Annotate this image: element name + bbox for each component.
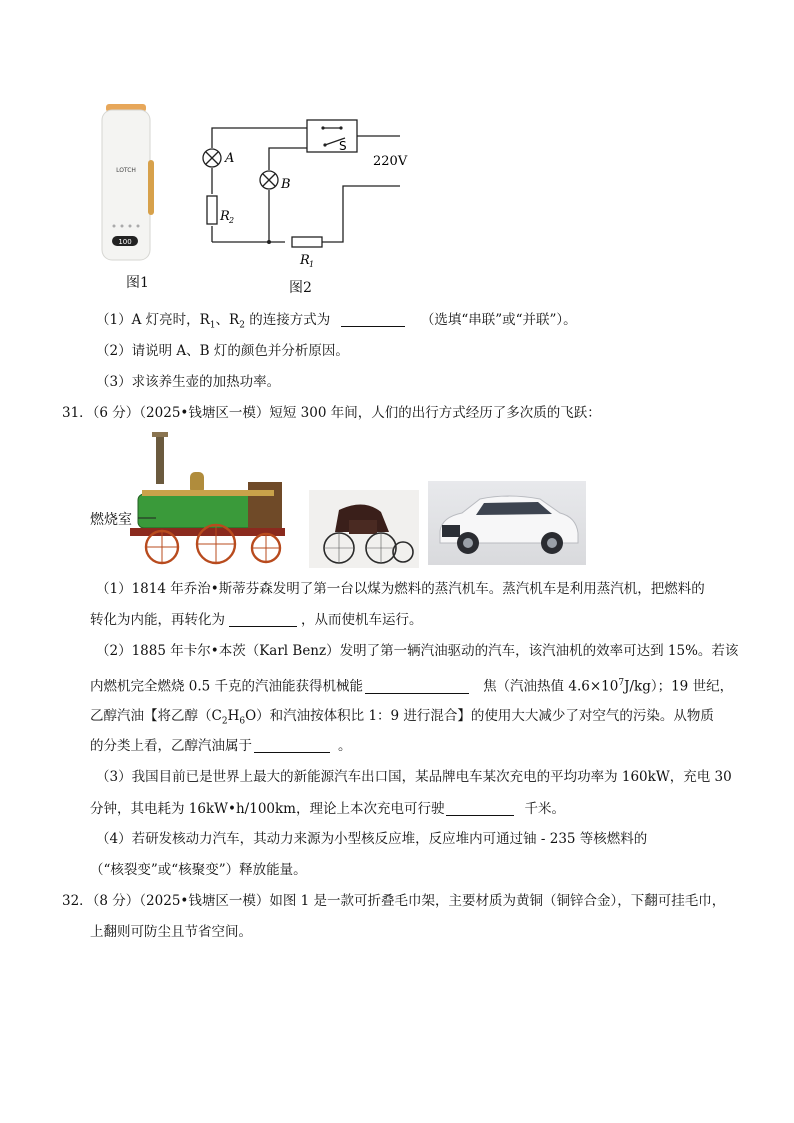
steam-locomotive-image xyxy=(90,432,290,567)
q31-part4-line1: （4）若研发核动力汽车，其动力来源为小型核反应堆，反应堆内可通过铀 - 235 等核燃料的 xyxy=(96,831,648,847)
q31-p3-text-b: 千米。 xyxy=(524,801,565,817)
q30-p1-text-b: 、R xyxy=(215,312,240,328)
modern-ev-image xyxy=(428,481,586,565)
switch-label: S xyxy=(339,139,347,153)
q30-p1-sub1: 1 xyxy=(209,320,216,331)
q31-stem: 31．（6 分）（2025•钱塘区一模）短短 300 年间，人们的出行方式经历了多次质的飞跃： xyxy=(62,405,601,421)
q31-p2-line3-a: 乙醇汽油【将乙醇（C xyxy=(90,708,222,724)
q31-p2-line3-sub1: 2 xyxy=(221,716,228,727)
figure-2-circuit xyxy=(195,112,420,272)
q31-p1-text-a: 转化为内能，再转化为 xyxy=(90,612,225,628)
answer-blank[interactable] xyxy=(254,738,330,753)
q31-part2-line1: （2）1885 年卡尔•本茨（Karl Benz）发明了第一辆汽油驱动的汽车，该汽油机的效率可达到 15%。若该 xyxy=(96,643,739,659)
q30-p1-text-d: （选填“串联”或“并联”）。 xyxy=(420,312,577,328)
kettle-brand: LOTCH xyxy=(116,167,136,174)
q31-part1-line1: （1）1814 年乔治•斯蒂芬森发明了第一台以煤为燃料的蒸汽机车。蒸汽机车是利用蒸汽机，把燃料的 xyxy=(96,581,705,597)
kettle-image xyxy=(92,100,172,270)
voltage-label: 220V xyxy=(373,154,408,169)
resistor-2-sub: 2 xyxy=(229,216,235,225)
q31-p2-line4-a: 的分类上看，乙醇汽油属于 xyxy=(90,738,252,754)
lamp-b-label: B xyxy=(281,177,291,192)
q31-p2-line3-b: H xyxy=(227,708,240,724)
figure-2-caption: 图2 xyxy=(289,280,312,296)
q31-p2-line3-sub2: 6 xyxy=(239,716,246,727)
q31-part2-line4 xyxy=(90,736,352,756)
junction-dot xyxy=(267,240,271,244)
q31-p1-text-b: ，从而使机车运行。 xyxy=(301,612,423,628)
figure-1-kettle xyxy=(92,100,172,270)
kettle-display-value: 100 xyxy=(118,238,132,246)
q31-part3-line2 xyxy=(90,799,565,819)
q31-p2-text-b: 焦（汽油热值 4.6×10 xyxy=(483,678,619,695)
q31-p2-line3-c: O）和汽油按体积比 1：9 进行混合】的使用大大减少了对空气的污染。从物质 xyxy=(245,708,714,724)
benz-car-image xyxy=(309,490,419,568)
q31-p2-line4-b: 。 xyxy=(338,738,352,754)
answer-blank[interactable] xyxy=(446,801,514,816)
answer-blank[interactable] xyxy=(229,612,297,627)
q32-line1: 32．（8 分）（2025•钱塘区一模）如图 1 是一款可折叠毛巾架，主要材质为黄铜（铜锌合金），下翻可挂毛巾， xyxy=(62,893,726,909)
q30-part1 xyxy=(96,310,577,336)
circuit-diagram xyxy=(195,112,420,272)
q31-part1-line2 xyxy=(90,610,423,630)
q30-p1-sub2: 2 xyxy=(239,320,245,331)
resistor-2-label: R xyxy=(220,209,230,224)
combustion-chamber-label: 燃烧室 xyxy=(90,512,132,528)
q31-part4-line2: （“核裂变”或“核聚变”）释放能量。 xyxy=(90,862,307,878)
q31-part3-line1: （3）我国目前已是世界上最大的新能源汽车出口国，某品牌电车某次充电的平均功率为 160kW，充电 30 xyxy=(96,769,732,785)
q32-line2: 上翻则可防尘且节省空间。 xyxy=(90,924,252,940)
q30-part2: （2）请说明 A、B 灯的颜色并分析原因。 xyxy=(96,343,349,359)
q30-part3: （3）求该养生壶的加热功率。 xyxy=(96,374,281,390)
q31-part2-line3 xyxy=(90,706,714,732)
kettle-handle xyxy=(148,160,154,215)
q30-p1-text-a: （1）A 灯亮时，R xyxy=(96,312,210,328)
lamp-a-label: A xyxy=(225,151,235,166)
q31-p2-text-a: 内燃机完全燃烧 0.5 千克的汽油能获得机械能 xyxy=(90,678,364,695)
q31-part2-line2 xyxy=(90,673,733,697)
resistor-1-label: R xyxy=(300,253,310,268)
figure-1-caption: 图1 xyxy=(126,275,149,291)
q31-p3-text-a: 分钟，其电耗为 16kW•h/100km，理论上本次充电可行驶 xyxy=(90,801,445,817)
q31-p2-text-c: J/kg）；19 世纪， xyxy=(624,678,734,695)
answer-blank[interactable] xyxy=(341,312,405,327)
q31-p2-sup: 7 xyxy=(618,678,625,688)
answer-blank[interactable] xyxy=(365,679,469,694)
q30-p1-text-c: 的连接方式为 xyxy=(244,312,331,328)
resistor-1-sub: 1 xyxy=(309,260,315,269)
